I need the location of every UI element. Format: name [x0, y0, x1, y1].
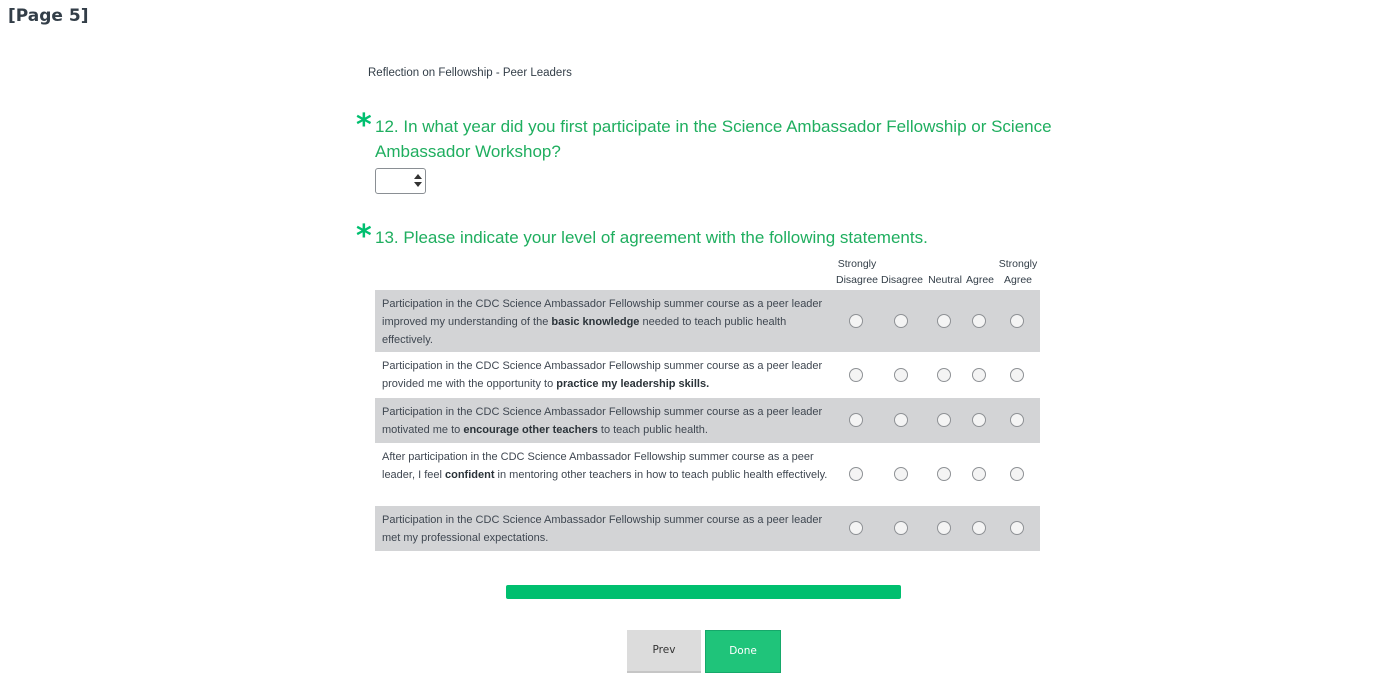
question-13-text: 13. Please indicate your level of agreement with the following statements.: [375, 228, 928, 247]
radio-strongly-disagree[interactable]: [849, 521, 863, 535]
done-button[interactable]: Done: [705, 630, 781, 673]
required-asterisk-icon: *: [356, 219, 372, 254]
radio-neutral[interactable]: [937, 521, 951, 535]
column-header-disagree: Disagree: [880, 274, 924, 286]
radio-strongly-agree[interactable]: [1010, 314, 1024, 328]
agreement-matrix: [375, 290, 1040, 551]
matrix-row: [375, 506, 1040, 551]
radio-disagree[interactable]: [894, 413, 908, 427]
matrix-row: [375, 443, 1040, 506]
section-title: Reflection on Fellowship - Peer Leaders: [368, 67, 572, 79]
radio-strongly-agree[interactable]: [1010, 368, 1024, 382]
matrix-row: [375, 352, 1040, 398]
radio-disagree[interactable]: [894, 467, 908, 481]
year-select[interactable]: [375, 168, 426, 194]
statement-text: After participation in the CDC Science Ambassador Fellowship summer course as a peer leader, I feel confident in mentoring other teachers in how to teach public health effectively.: [382, 451, 828, 481]
radio-neutral[interactable]: [937, 413, 951, 427]
select-arrows-icon: [414, 174, 422, 188]
radio-agree[interactable]: [972, 413, 986, 427]
prev-button[interactable]: Prev: [627, 630, 701, 673]
radio-strongly-agree[interactable]: [1010, 413, 1024, 427]
radio-strongly-agree[interactable]: [1010, 521, 1024, 535]
radio-disagree[interactable]: [894, 314, 908, 328]
radio-disagree[interactable]: [894, 521, 908, 535]
radio-strongly-disagree[interactable]: [849, 314, 863, 328]
statement-text: Participation in the CDC Science Ambassador Fellowship summer course as a peer leader improved my understanding of the basic knowledge needed to teach public health effectively.: [382, 298, 823, 346]
radio-strongly-disagree[interactable]: [849, 413, 863, 427]
progress-bar: [506, 585, 901, 599]
page-label: [Page 5]: [8, 6, 89, 26]
radio-agree[interactable]: [972, 467, 986, 481]
radio-strongly-agree[interactable]: [1010, 467, 1024, 481]
question-13: [356, 219, 1056, 254]
radio-neutral[interactable]: [937, 467, 951, 481]
radio-agree[interactable]: [972, 314, 986, 328]
radio-agree[interactable]: [972, 521, 986, 535]
radio-agree[interactable]: [972, 368, 986, 382]
required-asterisk-icon: *: [356, 108, 372, 143]
column-header-strongly-agree: Strongly Agree: [998, 258, 1038, 286]
radio-strongly-disagree[interactable]: [849, 467, 863, 481]
statement-text: Participation in the CDC Science Ambassador Fellowship summer course as a peer leader provided me with the opportunity to practice my leadership skills.: [382, 360, 823, 390]
question-12-text: 12. In what year did you first participate in the Science Ambassador Fellowship or Science Ambassador Workshop?: [375, 117, 1052, 161]
column-header-agree: Agree: [965, 274, 995, 286]
matrix-row: [375, 290, 1040, 352]
question-12: [356, 108, 1056, 164]
statement-text: Participation in the CDC Science Ambassador Fellowship summer course as a peer leader met my professional expectations.: [382, 514, 823, 544]
radio-disagree[interactable]: [894, 368, 908, 382]
statement-text: Participation in the CDC Science Ambassador Fellowship summer course as a peer leader motivated me to encourage other teachers to teach public health.: [382, 406, 823, 436]
column-header-neutral: Neutral: [928, 274, 962, 286]
radio-neutral[interactable]: [937, 314, 951, 328]
radio-neutral[interactable]: [937, 368, 951, 382]
radio-strongly-disagree[interactable]: [849, 368, 863, 382]
matrix-row: [375, 398, 1040, 443]
column-header-strongly-disagree: Strongly Disagree: [835, 258, 879, 286]
